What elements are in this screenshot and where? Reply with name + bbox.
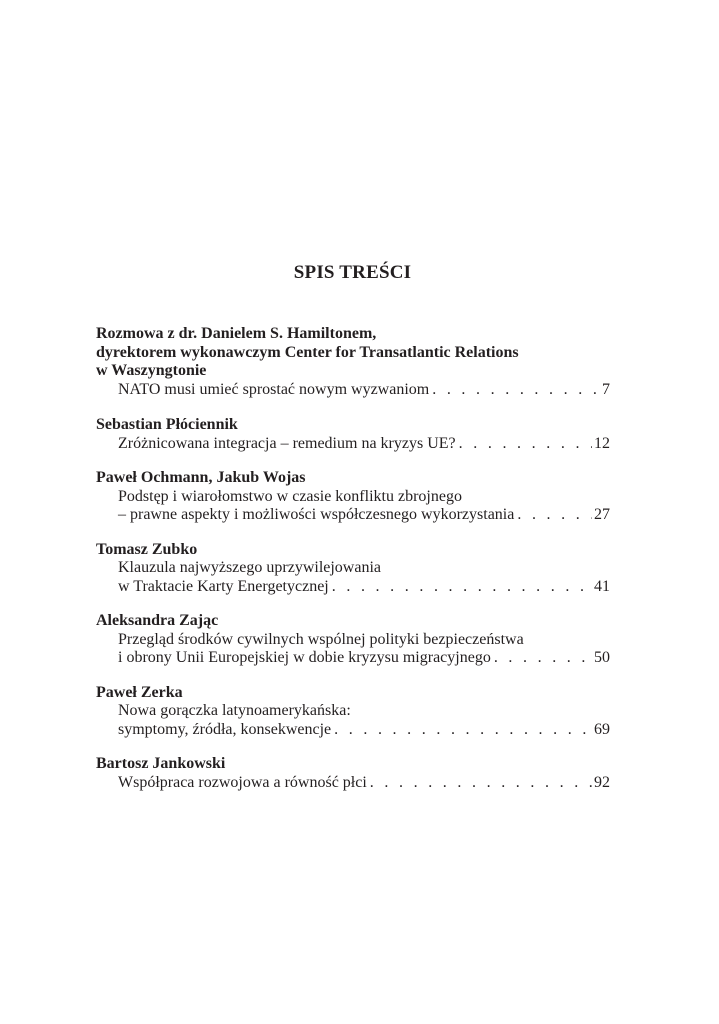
page-number: 7 xyxy=(602,380,610,398)
page-number: 27 xyxy=(594,506,610,523)
dot-leader xyxy=(334,721,592,740)
table-of-contents xyxy=(96,325,610,792)
entry-heading: w Waszyngtonie xyxy=(96,362,207,379)
page-number: 41 xyxy=(594,577,610,595)
entry-title: Współpraca rozwojowa a równość płci xyxy=(118,773,367,791)
entry-author: Paweł Zerka xyxy=(96,683,183,701)
entry-title: i obrony Unii Europejskiej w dobie kryzysu migracyjnego xyxy=(118,649,491,666)
entry-title: Podstęp i wiarołomstwo w czasie konfliktu zbrojnego xyxy=(118,487,462,505)
dot-leader xyxy=(517,506,592,525)
entry-title-line xyxy=(96,774,610,793)
entry-title: Klauzula najwyższego uprzywilejowania xyxy=(118,559,382,576)
page-number: 69 xyxy=(594,720,610,738)
toc-entry xyxy=(96,684,610,740)
entry-title-line xyxy=(96,721,610,740)
entry-title: Nowa gorączka latynoamerykańska: xyxy=(118,702,351,719)
page-number: 92 xyxy=(594,773,610,791)
entry-author: Bartosz Jankowski xyxy=(96,755,226,772)
toc-entry xyxy=(96,416,610,453)
entry-author: Paweł Ochmann, Jakub Wojas xyxy=(96,469,306,486)
entry-title-line xyxy=(96,506,610,525)
entry-title-line xyxy=(96,649,610,668)
entry-title-line xyxy=(96,578,610,597)
entry-heading: dyrektorem wykonawczym Center for Transatlantic Relations xyxy=(96,343,519,361)
dot-leader xyxy=(432,381,600,400)
entry-title: – prawne aspekty i możliwości współczesnego wykorzystania xyxy=(118,506,515,523)
toc-entry xyxy=(96,469,610,525)
dot-leader xyxy=(370,774,592,793)
toc-entry xyxy=(96,612,610,668)
entry-author: Sebastian Płóciennik xyxy=(96,416,238,433)
entry-title-line xyxy=(96,381,610,400)
dot-leader xyxy=(494,649,592,668)
entry-title: Zróżnicowana integracja – remedium na kryzys UE? xyxy=(118,434,456,452)
entry-title: w Traktacie Karty Energetycznej xyxy=(118,577,329,595)
toc-entry xyxy=(96,325,610,399)
page-title: SPIS TREŚCI xyxy=(293,262,412,283)
toc-entry xyxy=(96,755,610,792)
dot-leader xyxy=(332,578,592,597)
entry-author: Tomasz Zubko xyxy=(96,540,198,558)
page-number: 12 xyxy=(594,434,610,452)
page-number: 50 xyxy=(594,649,610,666)
toc-entry xyxy=(96,541,610,597)
entry-title-line xyxy=(96,435,610,454)
entry-title: Przegląd środków cywilnych wspólnej polityki bezpieczeństwa xyxy=(118,630,524,648)
entry-author: Aleksandra Zając xyxy=(96,612,219,629)
entry-heading: Rozmowa z dr. Danielem S. Hamiltonem, xyxy=(96,325,377,342)
entry-title: symptomy, źródła, konsekwencje xyxy=(118,720,332,738)
dot-leader xyxy=(459,435,592,454)
entry-title: NATO musi umieć sprostać nowym wyzwaniom xyxy=(118,380,430,398)
